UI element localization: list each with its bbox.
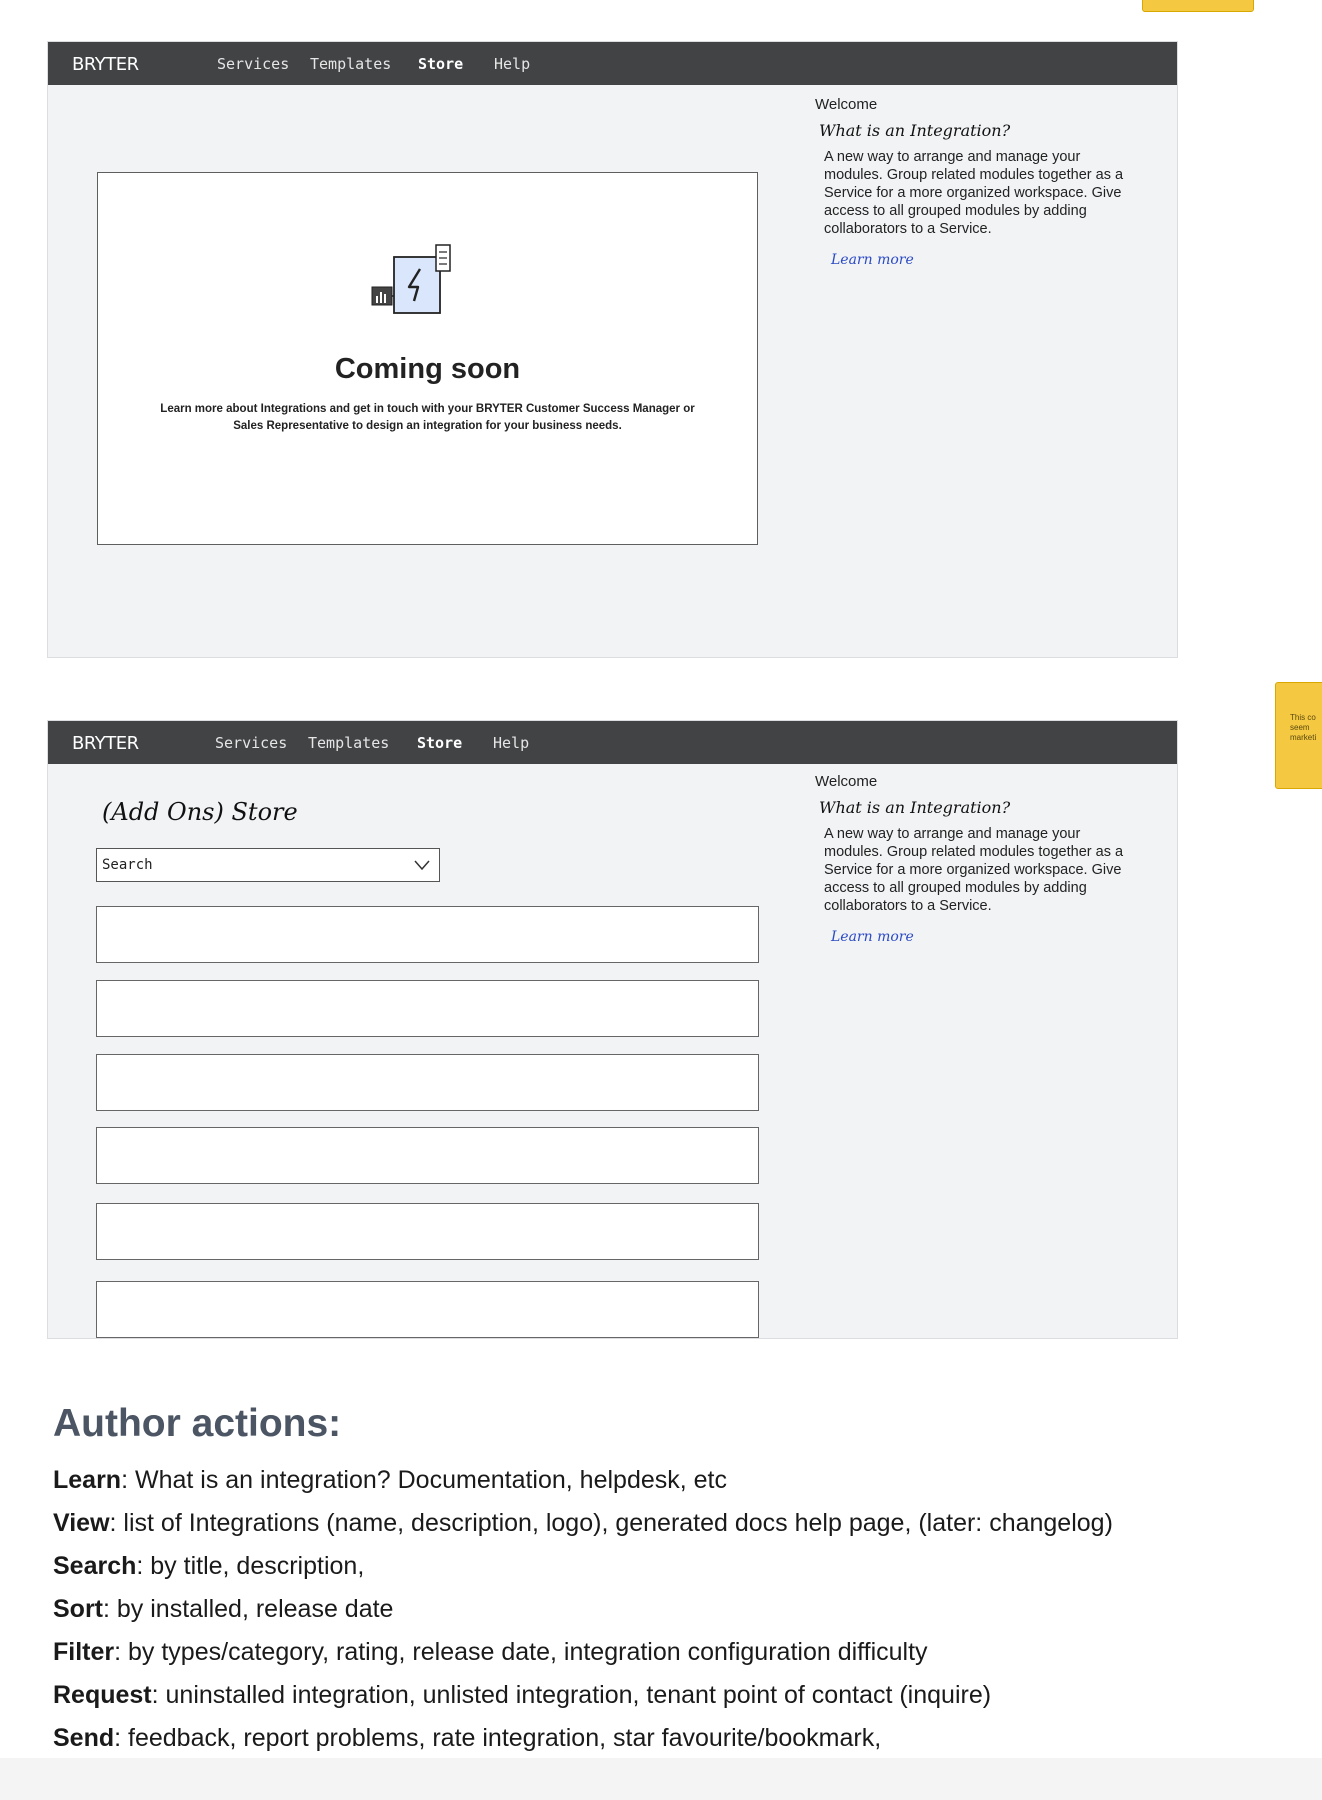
chevron-down-icon [414, 859, 430, 871]
action-search [53, 1552, 364, 1581]
action-label: Sort [53, 1595, 103, 1623]
nav-services[interactable]: Services [217, 55, 290, 73]
integration-list-item[interactable] [96, 1054, 759, 1111]
nav-services[interactable]: Services [215, 734, 288, 752]
author-actions-heading: Author actions: [53, 1402, 342, 1445]
integration-list-item[interactable] [96, 980, 759, 1037]
nav-store[interactable]: Store [417, 734, 463, 752]
wireframe-coming-soon [47, 41, 1178, 658]
page-bottom-strip [0, 1758, 1322, 1800]
integration-question: What is an Integration? [819, 121, 1011, 140]
nav-help[interactable]: Help [494, 55, 531, 73]
integration-list-item[interactable] [96, 1281, 759, 1338]
action-label: Learn [53, 1466, 122, 1494]
nav-templates[interactable]: Templates [308, 734, 390, 752]
action-label: Send [53, 1724, 115, 1752]
integration-description: A new way to arrange and manage your modules. Group related modules together as a Service for a more organized workspace. Give access to all grouped modules by adding collaborators to a Service. [824, 149, 1124, 237]
action-label: View [53, 1509, 110, 1537]
search-placeholder: Search [102, 857, 153, 873]
integration-info-panel [815, 96, 1145, 268]
store-title: (Add Ons) Store [102, 798, 298, 826]
learn-more-link[interactable]: Learn more [831, 929, 914, 945]
learn-more-link[interactable]: Learn more [831, 252, 914, 268]
integration-list-item[interactable] [96, 1203, 759, 1260]
wireframe-store [47, 720, 1178, 1339]
search-dropdown[interactable] [96, 848, 440, 882]
integration-bolt-icon [366, 243, 458, 319]
action-text: : uninstalled integration, unlisted integration, tenant point of contact (inquire) [151, 1681, 992, 1709]
action-text: : by types/category, rating, release date, integration configuration difficulty [114, 1638, 928, 1666]
action-filter [53, 1638, 928, 1667]
coming-soon-message: Learn more about Integrations and get in touch with your BRYTER Customer Success Manager or Sales Representative to design an integration for your business needs. [160, 403, 695, 432]
action-text: : by installed, release date [103, 1595, 394, 1623]
action-label: Request [53, 1681, 152, 1709]
bryter-logo[interactable]: BRYTER [72, 733, 139, 754]
welcome-label: Welcome [815, 96, 878, 113]
integration-info-panel [815, 773, 1145, 945]
action-text: : list of Integrations (name, description, logo), generated docs help page, (later: changelog) [109, 1509, 1113, 1537]
action-sort [53, 1595, 393, 1624]
action-label: Search [53, 1552, 137, 1580]
coming-soon-title: Coming soon [334, 353, 521, 385]
top-nav [48, 721, 1177, 764]
action-send [53, 1724, 881, 1753]
nav-store[interactable]: Store [418, 55, 464, 73]
sticky-note-top [1142, 0, 1254, 12]
top-nav [48, 42, 1177, 85]
integration-list-item[interactable] [96, 906, 759, 963]
action-text: : feedback, report problems, rate integration, star favourite/bookmark, [114, 1724, 882, 1752]
coming-soon-card [97, 172, 758, 545]
action-text: : What is an integration? Documentation, helpdesk, etc [121, 1466, 727, 1494]
integration-question: What is an Integration? [819, 798, 1011, 817]
nav-templates[interactable]: Templates [310, 55, 392, 73]
welcome-label: Welcome [815, 773, 878, 790]
action-learn [53, 1466, 727, 1495]
sticky-note-text: This co seem marketi [1290, 713, 1317, 742]
nav-help[interactable]: Help [493, 734, 530, 752]
bryter-logo[interactable]: BRYTER [72, 54, 139, 75]
sticky-note-comment[interactable] [1275, 682, 1322, 789]
integration-description: A new way to arrange and manage your modules. Group related modules together as a Service for a more organized workspace. Give access to all grouped modules by adding collaborators to a Service. [824, 826, 1124, 914]
action-label: Filter [53, 1638, 115, 1666]
action-text: : by title, description, [136, 1552, 365, 1580]
action-request [53, 1681, 991, 1710]
action-view [53, 1509, 1113, 1538]
integration-list-item[interactable] [96, 1127, 759, 1184]
